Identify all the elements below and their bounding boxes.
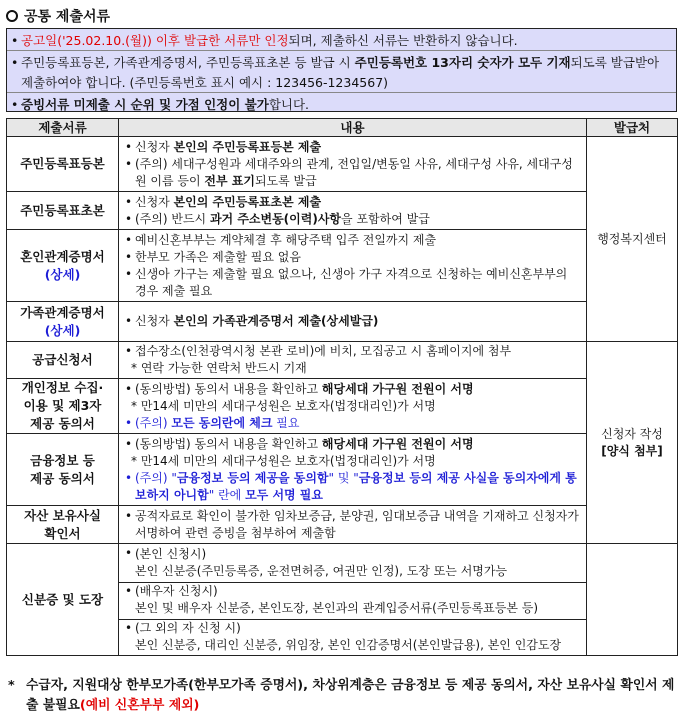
doc-content: • 예비신혼부부는 계약체결 후 해당주택 입주 전일까지 제출 • 한부모 가족은 제출할 필요 없음 • 신생아 가구는 제출할 필요 없으나, 신생아 가구 자격으로 신청하는 예비신혼부부의 경우 제출 필요: [119, 230, 587, 302]
section-title-text: 공통 제출서류: [24, 9, 111, 25]
issuer-cell: 신청자 작성 [양식 첨부]: [587, 342, 678, 544]
notice-emphasis: 증빙서류 미제출 시 순위 및 가점 인정이 불가: [21, 97, 269, 112]
table-header-row: [7, 119, 678, 137]
doc-content: • 신청자 본인의 주민등록표등본 제출 • (주의) 세대구성원과 세대주와의 관계, 전입일/변동일 사유, 세대구성 사유, 세대구성원 이름 등이 전부 표기되도록 발급: [119, 137, 587, 192]
footer-note: [6, 676, 677, 716]
footer-red-text: (예비 신혼부부 제외): [79, 698, 200, 713]
doc-content: • 접수장소(인천광역시청 본관 로비)에 비치, 모집공고 시 홈페이지에 첨부 * 연락 가능한 연락처 반드시 기재: [119, 342, 587, 379]
doc-content: • (본인 신청시) 본인 신분증(주민등록증, 운전면허증, 여권만 인정), 도장 또는 서명가능 • (배우자 신청시) 본인 및 배우자 신분증, 본인도장, 본인과의 관계입증서류(주민등록표등본 등) • (그 외의 자 신청 시) 본인 신분증, 대리인 신분증, 위임장, 본인 인감증명서(본인발급용), 본인 인감도장: [119, 544, 587, 656]
doc-name: 가족관계증명서 (상세): [7, 302, 119, 342]
doc-content: • (동의방법) 동의서 내용을 확인하고 해당세대 가구원 전원이 서명 * 만14세 미만의 세대구성원은 보호자(법정대리인)가 서명 • (주의) "금융정보 등의 제공을 동의함" 및 "금융정보 등의 제공 사실을 동의자에게 통보하지 아니함" 란에 모두 서명 필요: [119, 434, 587, 506]
table-row: [7, 230, 678, 302]
notice-line-1: [7, 29, 676, 51]
detail-link[interactable]: (상세): [44, 322, 81, 338]
doc-name: 공급신청서: [7, 342, 119, 379]
notice-text: 되며, 제출하신 서류는 반환하지 않습니다.: [288, 33, 518, 48]
table-row: [7, 342, 678, 379]
table-row: [7, 544, 678, 656]
col-header-doc: 제출서류: [7, 119, 119, 137]
asterisk-icon: *: [8, 678, 15, 693]
issuer-cell-empty: [587, 544, 678, 656]
table-row: [7, 434, 678, 506]
table-row: [7, 506, 678, 544]
notice-line-3: [7, 93, 676, 113]
table-row: [7, 302, 678, 342]
notice-text: 합니다.: [268, 97, 310, 112]
col-header-content: 내용: [119, 119, 587, 137]
doc-content: • 신청자 본인의 가족관계증명서 제출(상세발급): [119, 302, 587, 342]
table-row: [7, 137, 678, 192]
footer-text: 수급자, 지원대상 한부모가족(한부모가족 증명서), 차상위계층은 금융정보 등 제공 동의서, 자산 보유사실 확인서 제출 불필요: [26, 678, 675, 713]
notice-box: [6, 28, 677, 112]
doc-name: 주민등록표초본: [7, 192, 119, 230]
doc-content: • 공적자료로 확인이 불가한 임차보증금, 분양권, 임대보증금 내역을 기재하고 신청자가 서명하여 관련 증빙을 첨부하여 제출함: [119, 506, 587, 544]
circle-icon: [6, 10, 18, 22]
doc-name: 자산 보유사실 확인서: [7, 506, 119, 544]
issuer-cell: 행정복지센터: [587, 137, 678, 342]
notice-text: 주민등록표등본, 가족관계증명서, 주민등록표초본 등 발급 시: [21, 55, 355, 70]
bullet-icon: •: [11, 55, 19, 70]
documents-table: [6, 118, 678, 656]
doc-name: 금융정보 등 제공 동의서: [7, 434, 119, 506]
doc-name: 주민등록표등본: [7, 137, 119, 192]
doc-name: 혼인관계증명서 (상세): [7, 230, 119, 302]
bullet-icon: •: [11, 97, 19, 112]
detail-link[interactable]: (상세): [44, 266, 81, 282]
table-row: [7, 192, 678, 230]
notice-line-2: [7, 51, 676, 93]
section-title: [6, 4, 110, 28]
doc-content: • (동의방법) 동의서 내용을 확인하고 해당세대 가구원 전원이 서명 * 만14세 미만의 세대구성원은 보호자(법정대리인)가 서명 • (주의) 모든 동의란에 체크 필요: [119, 379, 587, 434]
table-row: [7, 379, 678, 434]
notice-emphasis: 주민등록번호 13자리 숫자가 모두 기재: [354, 55, 571, 70]
bullet-icon: •: [11, 33, 19, 48]
notice-text: 되도록 발급받아 제출하여야 합니다. (주민등록번호 표시 예시 : 123456-1234567): [21, 55, 660, 90]
notice-emphasis: 공고일('25.02.10.(월)) 이후 발급한 서류만 인정: [21, 33, 289, 48]
doc-name: 신분증 및 도장: [7, 544, 119, 656]
col-header-issuer: 발급처: [587, 119, 678, 137]
doc-name: 개인정보 수집· 이용 및 제3자 제공 동의서: [7, 379, 119, 434]
doc-content: • 신청자 본인의 주민등록표초본 제출 • (주의) 반드시 과거 주소변동(이력)사항을 포함하여 발급: [119, 192, 587, 230]
